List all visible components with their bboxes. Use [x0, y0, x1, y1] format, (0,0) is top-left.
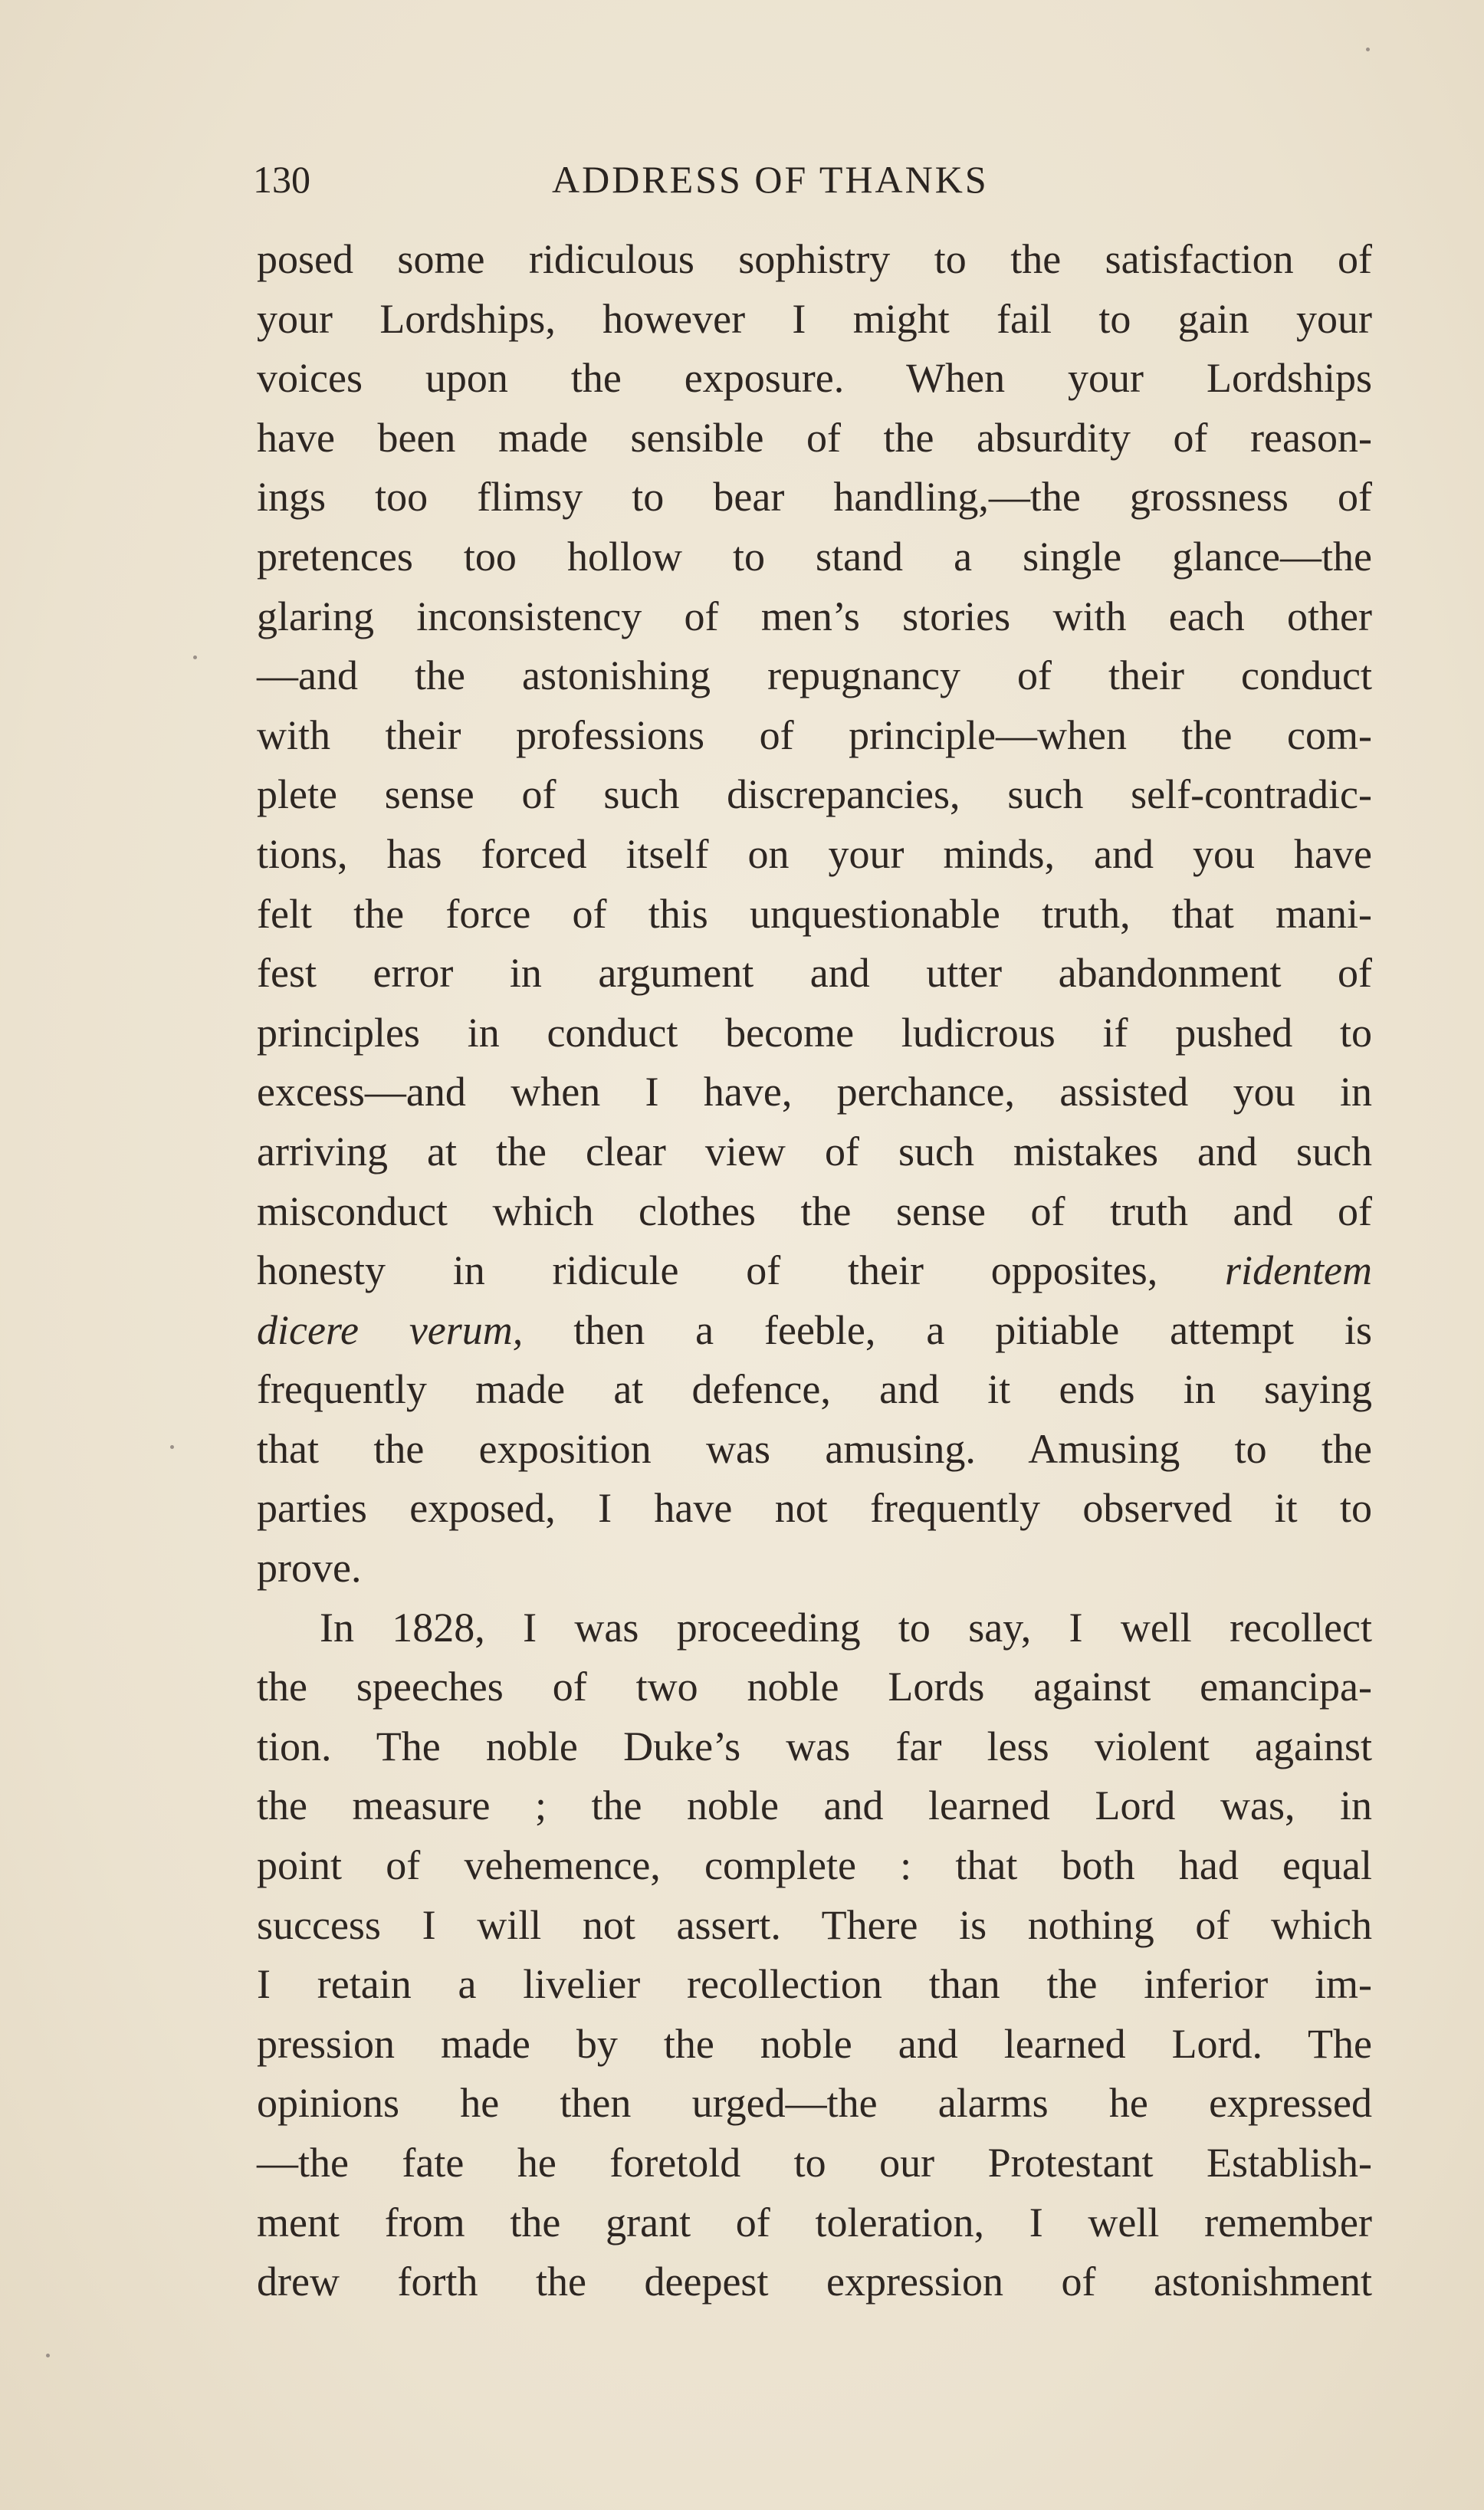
text-line: parties exposed, I have not frequently observed it to [257, 1485, 1372, 1532]
text-line: posed some ridiculous sophistry to the satisfaction of [257, 236, 1372, 282]
paper-speck [46, 2354, 50, 2357]
text-line: —and the astonishing repugnancy of their conduct [257, 652, 1372, 699]
text-line: ment from the grant of toleration, I well remember [257, 2199, 1372, 2246]
text-line: voices upon the exposure. When your Lordships [257, 355, 1372, 402]
text-line: that the exposition was amusing. Amusing to the [257, 1425, 1372, 1472]
text-line: I retain a livelier recollection than the inferior im- [257, 1961, 1372, 2008]
text-line: have been made sensible of the absurdity of reason- [257, 414, 1372, 461]
text-line [257, 1301, 1372, 1361]
text-line: the measure ; the noble and learned Lord was, in [257, 1782, 1372, 1829]
text-line: misconduct which clothes the sense of truth and of [257, 1188, 1372, 1234]
text-line: the speeches of two noble Lords against emancipa- [257, 1664, 1372, 1710]
text-line: fest error in argument and utter abandonment of [257, 950, 1372, 997]
text-line: tion. The noble Duke’s was far less violent against [257, 1723, 1372, 1769]
text-line: point of vehemence, complete : that both had equal [257, 1842, 1372, 1889]
text-span: then a feeble, a pitiable attempt is [523, 1306, 1372, 1353]
text-line [257, 1241, 1372, 1301]
paper-speck [193, 655, 197, 659]
text-line: —the fate he foretold to our Protestant Establish- [257, 2140, 1372, 2186]
text-line: plete sense of such discrepancies, such self-contradic- [257, 771, 1372, 818]
body-text [257, 230, 1372, 2312]
text-line: frequently made at defence, and it ends in saying [257, 1366, 1372, 1413]
text-line: pretences too hollow to stand a single glance—the [257, 533, 1372, 580]
text-line: felt the force of this unquestionable truth, that mani- [257, 890, 1372, 937]
text-line: drew forth the deepest expression of astonishment [257, 2259, 1372, 2305]
text-line: In 1828, I was proceeding to say, I well recollect [320, 1604, 1372, 1651]
text-line: your Lordships, however I might fail to gain your [257, 295, 1372, 342]
paper-speck [1366, 48, 1370, 51]
latin-phrase: ridentem [1225, 1247, 1372, 1294]
text-span: honesty in ridicule of their opposites, [257, 1247, 1226, 1294]
page-number: 130 [253, 158, 310, 201]
text-line: excess—and when I have, perchance, assisted you in [257, 1069, 1372, 1115]
text-line: success I will not assert. There is nothing of which [257, 1901, 1372, 1948]
latin-phrase: dicere verum, [257, 1306, 524, 1353]
text-line: principles in conduct become ludicrous if pushed to [257, 1009, 1372, 1056]
text-line: ings too flimsy to bear handling,—the grossness of [257, 474, 1372, 521]
text-line: with their professions of principle—when the com- [257, 711, 1372, 758]
text-line: tions, has forced itself on your minds, and you have [257, 830, 1372, 877]
text-line: prove. [257, 1545, 362, 1592]
running-title: ADDRESS OF THANKS [552, 158, 989, 201]
paper-speck [170, 1445, 174, 1449]
text-line: glaring inconsistency of men’s stories with each other [257, 593, 1372, 639]
text-line: opinions he then urged—the alarms he expressed [257, 2080, 1372, 2127]
text-line: arriving at the clear view of such mistakes and such [257, 1128, 1372, 1175]
text-line: pression made by the noble and learned Lord. The [257, 2020, 1372, 2067]
running-head [253, 157, 1372, 211]
